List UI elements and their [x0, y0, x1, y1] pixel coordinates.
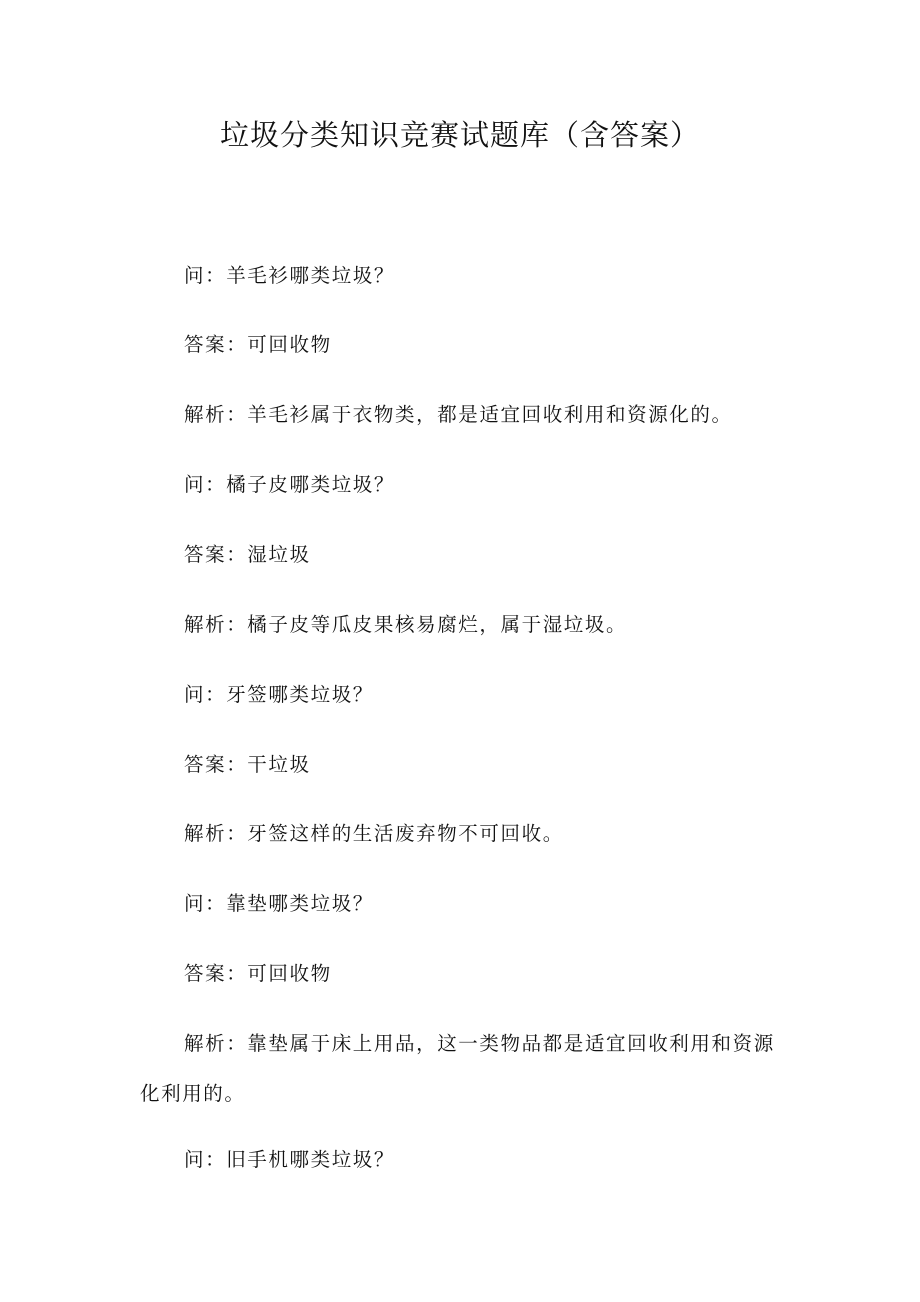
page-title: 垃圾分类知识竞赛试题库（含答案） — [219, 118, 700, 152]
explanation-4: 解析：靠垫属于床上用品，这一类物品都是适宜回收利用和资源化利用的。 — [140, 1032, 775, 1105]
explanation-3: 解析：牙签这样的生活废弃物不可回收。 — [184, 822, 564, 845]
answer-1: 答案：可回收物 — [184, 333, 332, 356]
question-3: 问：牙签哪类垃圾？ — [184, 683, 374, 706]
answer-2: 答案：湿垃圾 — [184, 543, 311, 566]
explanation-1: 解析：羊毛衫属于衣物类，都是适宜回收利用和资源化的。 — [184, 403, 733, 426]
question-4: 问：靠垫哪类垃圾？ — [184, 892, 374, 915]
question-1: 问：羊毛衫哪类垃圾？ — [184, 264, 396, 287]
explanation-2: 解析：橘子皮等瓜皮果核易腐烂，属于湿垃圾。 — [184, 613, 628, 636]
answer-3: 答案：干垃圾 — [184, 753, 311, 776]
question-2: 问：橘子皮哪类垃圾？ — [184, 473, 396, 496]
question-5: 问：旧手机哪类垃圾？ — [184, 1148, 396, 1171]
answer-4: 答案：可回收物 — [184, 962, 332, 985]
